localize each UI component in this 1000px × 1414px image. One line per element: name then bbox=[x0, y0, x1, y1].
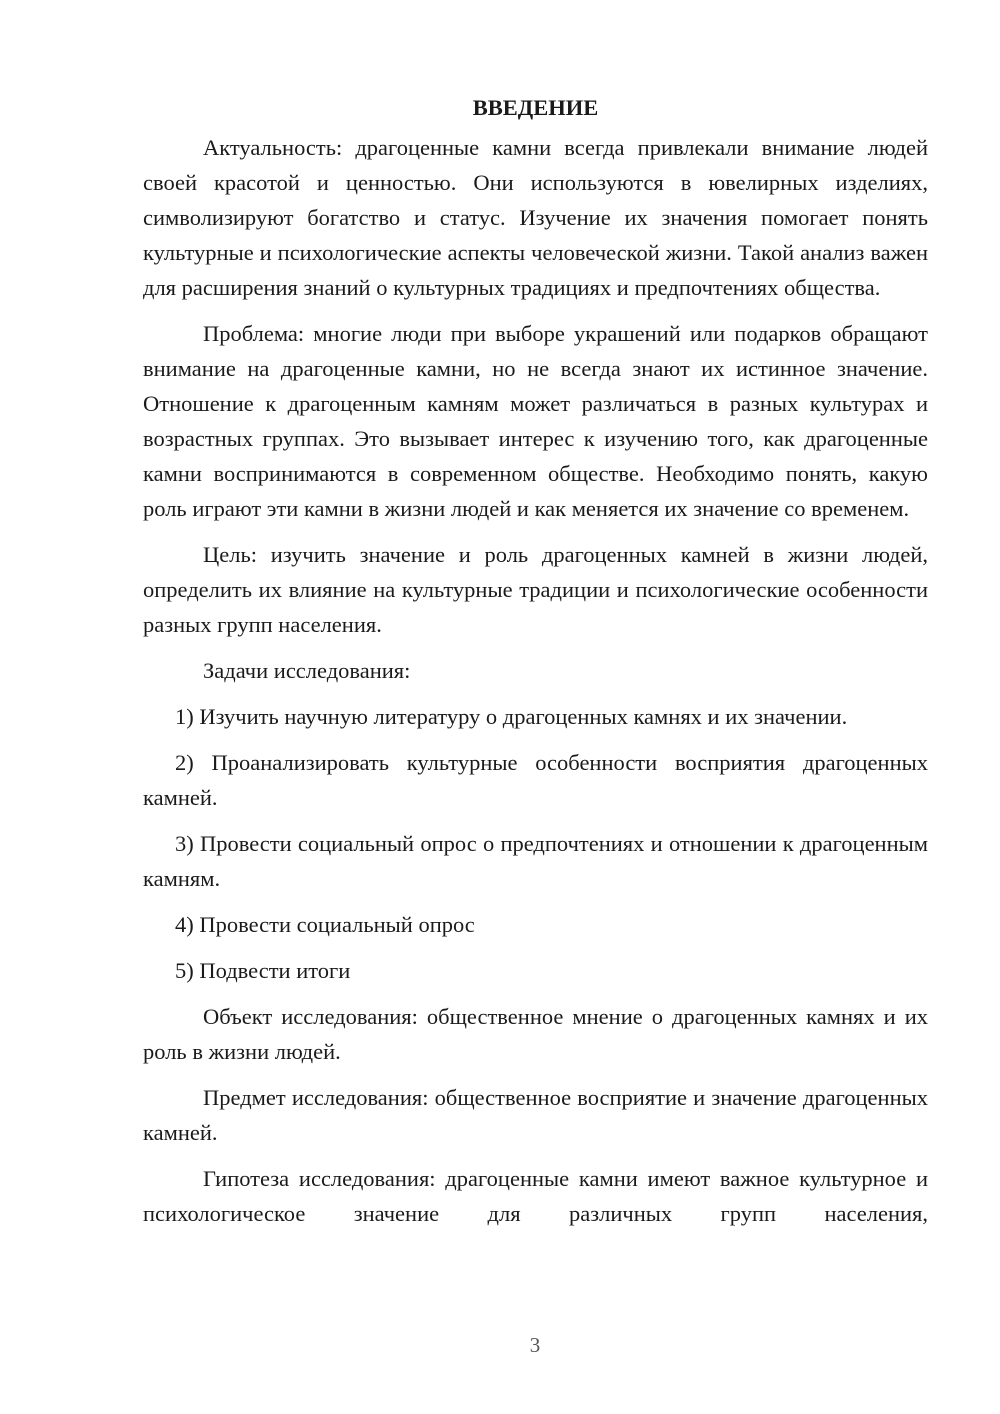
task-item-4: 4) Провести социальный опрос bbox=[175, 912, 475, 937]
task-item-2: 2) Проанализировать культурные особенности восприятия драгоценных камней. bbox=[143, 750, 928, 810]
paragraph-problem: Проблема: многие люди при выборе украшений или подарков обращают внимание на драгоценные камни, но не всегда знают их истинное значение. Отношение к драгоценным камням может различаться в разных культурах и возрастных группах. Это вызывает интерес к изучению того, как драгоценные камни воспринимаются в современном обществе. Необходимо понять, какую роль играют эти камни в жизни людей и как меняется их значение со временем. bbox=[143, 321, 928, 521]
task-item-1: 1) Изучить научную литературу о драгоценных камнях и их значении. bbox=[175, 704, 848, 729]
page-title: ВВЕДЕНИЕ bbox=[472, 95, 599, 120]
paragraph-hypothesis: Гипотеза исследования: драгоценные камни имеют важное культурное и психологическое значение для различных групп населения, bbox=[143, 1166, 928, 1226]
paragraph-relevance: Актуальность: драгоценные камни всегда привлекали внимание людей своей красотой и ценностью. Они используются в ювелирных изделиях, символизируют богатство и статус. Изучение их значения помогает понять культурные и психологические аспекты человеческой жизни. Такой анализ важен для расширения знаний о культурных традициях и предпочтениях общества. bbox=[143, 135, 928, 300]
page-number: 3 bbox=[529, 1333, 541, 1357]
document-page bbox=[143, 90, 928, 1242]
task-item-3: 3) Провести социальный опрос о предпочтениях и отношении к драгоценным камням. bbox=[143, 831, 928, 891]
paragraph-object: Объект исследования: общественное мнение о драгоценных камнях и их роль в жизни людей. bbox=[143, 1004, 928, 1064]
paragraph-subject: Предмет исследования: общественное восприятие и значение драгоценных камней. bbox=[143, 1085, 928, 1145]
task-item-5: 5) Подвести итоги bbox=[175, 958, 351, 983]
tasks-heading: Задачи исследования: bbox=[203, 658, 411, 683]
paragraph-goal: Цель: изучить значение и роль драгоценных камней в жизни людей, определить их влияние на культурные традиции и психологические особенности разных групп населения. bbox=[143, 542, 928, 637]
